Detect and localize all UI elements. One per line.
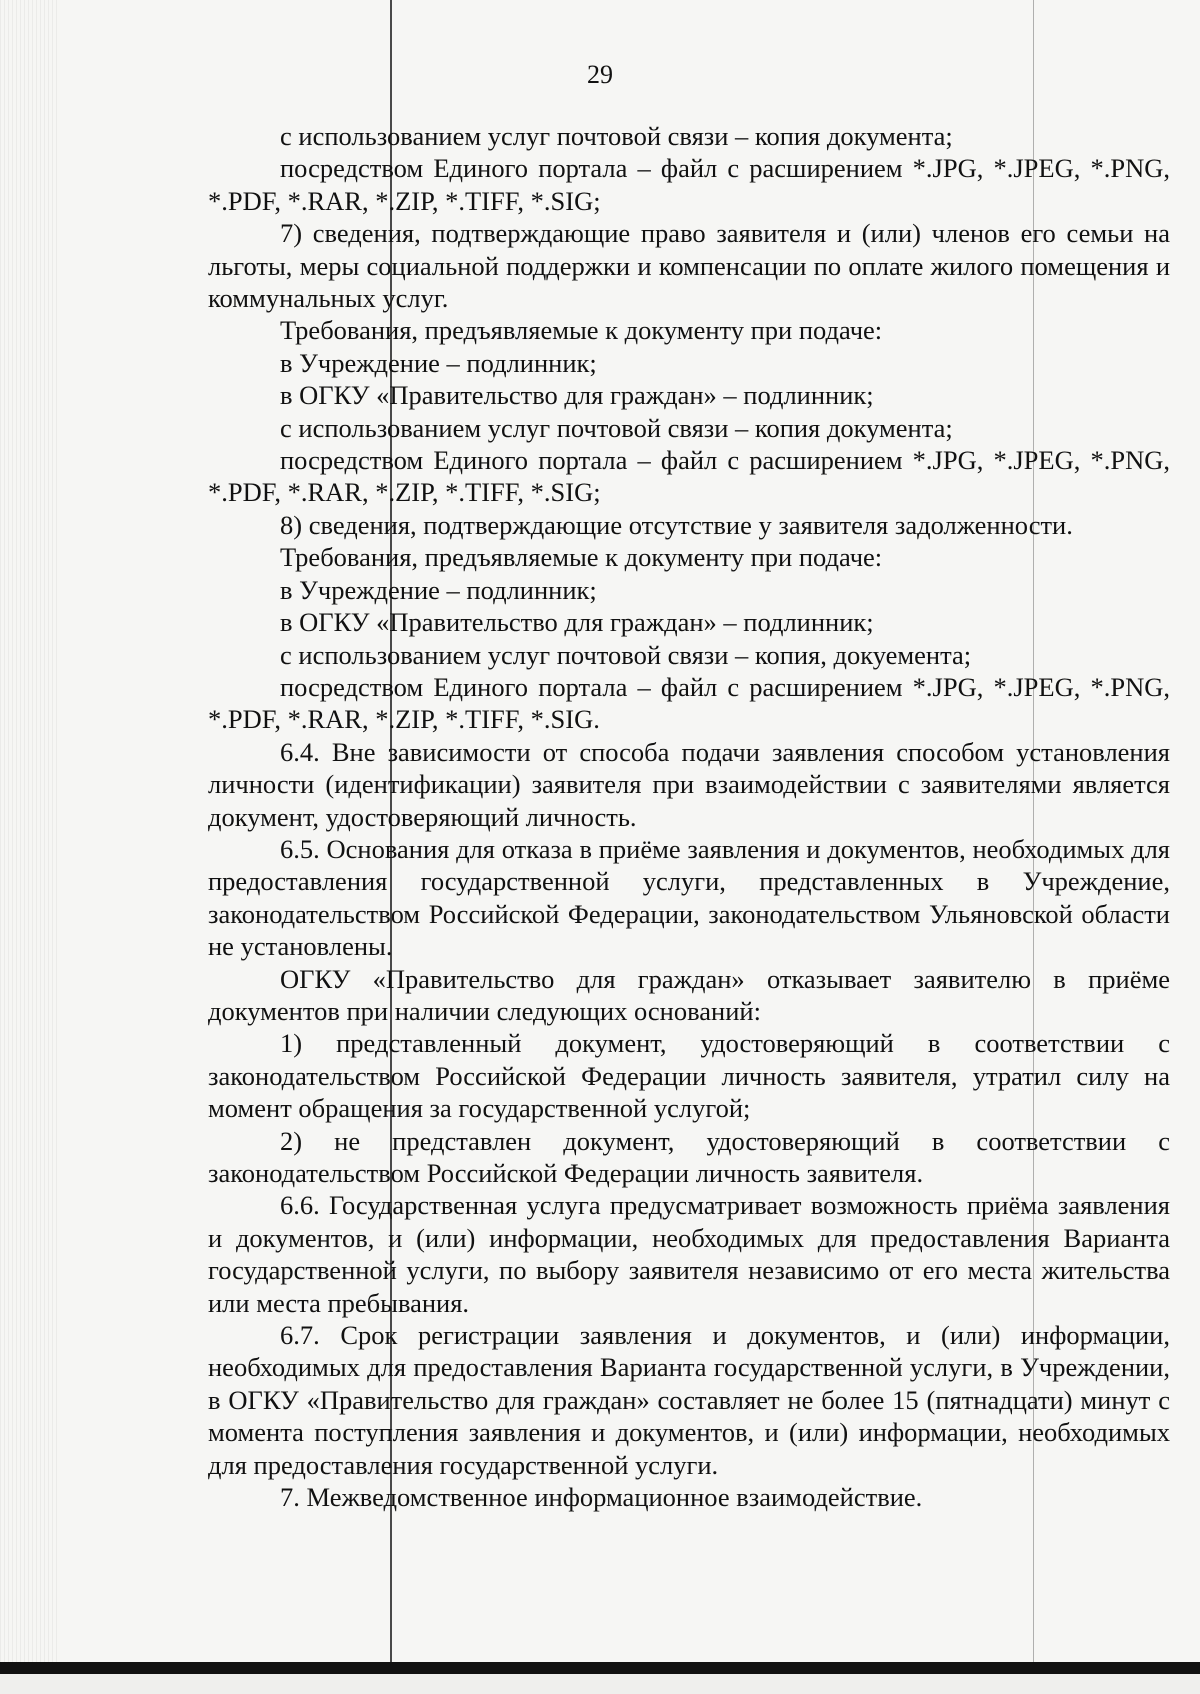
paragraph: 2) не представлен документ, удостоверяющий в соответствии с законодательством Российской Федерации личность заявителя. (208, 1125, 1170, 1188)
paragraph: 8) сведения, подтверждающие отсутствие у заявителя задолженности. (280, 509, 1073, 540)
scan-bottom-margin (0, 1674, 1200, 1694)
paragraph: в ОГКУ «Правительство для граждан» – подлинник; (280, 607, 874, 638)
paragraph: в Учреждение – подлинник; (280, 574, 597, 605)
paragraph: с использованием услуг почтовой связи – копия, докуемента; (280, 639, 972, 670)
paragraph: Требования, предъявляемые к документу при подаче: (280, 542, 883, 573)
paragraph: 1) представленный документ, удостоверяющий в соответствии с законодательством Российской Федерации личность заявителя, утратил силу на момент обращения за государственной услугой; (208, 1028, 1170, 1124)
paragraph: 6.7. Срок регистрации заявления и документов, и (или) информации, необходимых для предоставления Варианта государственной услуги, в Учреждении, в ОГКУ «Правительство для граждан» составляет не более 15 (пятнадцати) минут с момента поступления заявления и документов, и (или) информации, необходимых для предоставления государственной услуги. (208, 1320, 1170, 1480)
paragraph: 7. Межведомственное информационное взаимодействие. (280, 1482, 923, 1513)
scan-edge-noise (0, 0, 60, 1694)
document-body (208, 120, 1170, 1513)
paragraph: с использованием услуг почтовой связи – копия документа; (280, 121, 953, 151)
paragraph: ОГКУ «Правительство для граждан» отказывает заявителю в приёме документов при наличии следующих оснований: (208, 963, 1170, 1026)
paragraph: посредством Единого портала – файл с расширением *.JPG, *.JPEG, *.PNG, *.PDF, *.RAR, *.ZIP, *.TIFF, *.SIG; (208, 445, 1170, 508)
paragraph: 6.6. Государственная услуга предусматривает возможность приёма заявления и документов, и (или) информации, необходимых для предоставления Варианта государственной услуги, по выбору заявителя независимо от его места жительства или места пребывания. (208, 1190, 1170, 1318)
paragraph: 6.5. Основания для отказа в приёме заявления и документов, необходимых для предоставления государственной услуги, представленных в Учреждение, законодательством Российской Федерации, законодательством Ульяновской области не установлены. (208, 833, 1170, 962)
scan-bottom-border (0, 1662, 1200, 1674)
page-number: 29 (587, 60, 613, 89)
paragraph: посредством Единого портала – файл с расширением *.JPG, *.JPEG, *.PNG, *.PDF, *.RAR, *.ZIP, *.TIFF, *.SIG. (208, 671, 1170, 735)
paragraph: посредством Единого портала – файл с расширением *.JPG, *.JPEG, *.PNG, *.PDF, *.RAR, *.ZIP, *.TIFF, *.SIG; (208, 153, 1170, 216)
paragraph: в Учреждение – подлинник; (280, 347, 597, 378)
paragraph: Требования, предъявляемые к документу при подаче: (280, 315, 883, 346)
paragraph: с использованием услуг почтовой связи – копия документа; (280, 412, 953, 443)
paragraph: 6.4. Вне зависимости от способа подачи заявления способом установления личности (идентификации) заявителя при взаимодействии с заявителями является документ, удостоверяющий личность. (208, 736, 1170, 832)
paragraph: в ОГКУ «Правительство для граждан» – подлинник; (280, 380, 874, 411)
paragraph: 7) сведения, подтверждающие право заявителя и (или) членов его семьи на льготы, меры социальной поддержки и компенсации по оплате жилого помещения и коммунальных услуг. (208, 218, 1170, 314)
